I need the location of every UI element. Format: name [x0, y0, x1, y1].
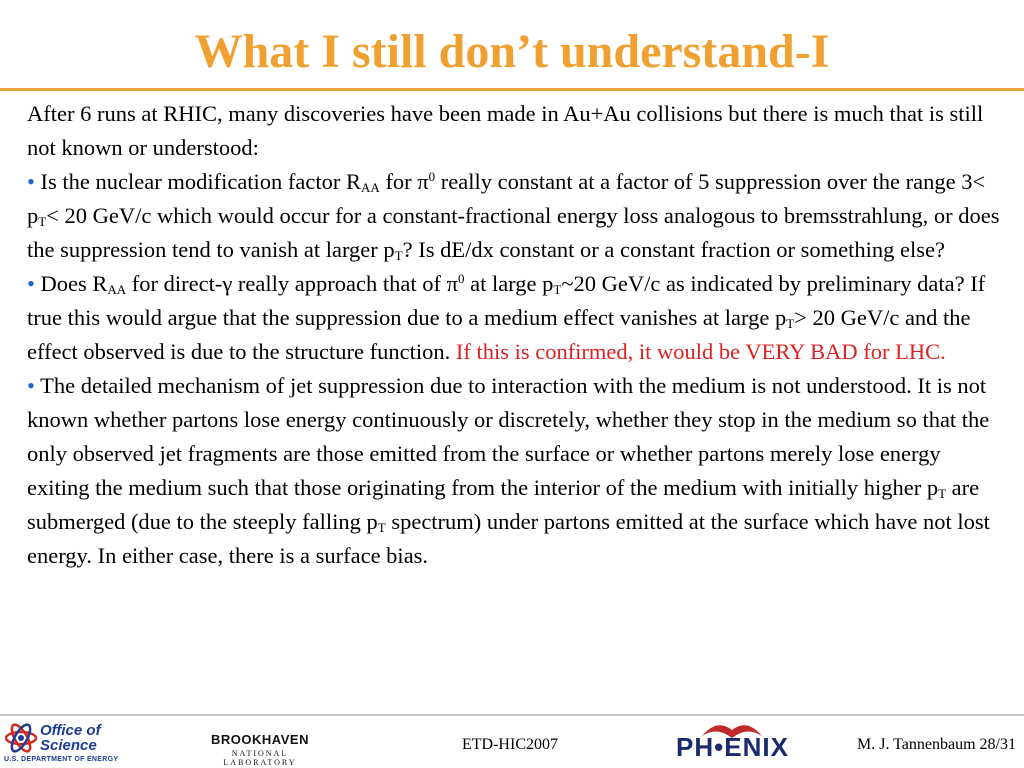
doe-office-of-science-logo: [4, 720, 140, 766]
slide-footer: [0, 716, 1024, 768]
bullet2-text: at large p: [464, 271, 554, 296]
bullet2-text: Does R: [34, 271, 108, 296]
bullet-item-2: [27, 267, 1002, 369]
title-divider: [0, 88, 1024, 91]
bullet3-text: The detailed mechanism of jet suppression due to interaction with the medium is not understood. It is not known whether partons lose energy continuously or discretely, whether they stop in the medium so that the only observed jet fragments are those emitted from the surface or whether partons merely lose energy exiting the medium such that those originating from the interior of the medium with initially higher p: [27, 373, 990, 500]
bullet1-text: really constant at a factor of 5 suppression over the range 3< p: [27, 169, 986, 228]
highlight-warning: If this is confirmed, it would be VERY BAD for LHC.: [455, 339, 946, 364]
subscript: T: [394, 248, 403, 263]
intro-text: After 6 runs at RHIC, many discoveries have been made in Au+Au collisions but there is much that is still not known or understood:: [27, 101, 984, 160]
bullet2-text: for direct-γ really approach that of π: [126, 271, 458, 296]
doe-department-label: U.S. DEPARTMENT OF ENERGY: [4, 756, 119, 763]
doe-office-label: Office of: [40, 722, 101, 739]
bullet1-text: Is the nuclear modification factor R: [34, 169, 362, 194]
bullet-item-3: [27, 369, 1002, 573]
subscript: AA: [361, 180, 380, 195]
bullet2-text: ~20 GeV/c as indicated by preliminary data? If true this would argue that the suppression due to a medium effect vanishes at large p: [27, 271, 986, 330]
brookhaven-logo: [195, 728, 325, 767]
bullet-item-1: [27, 165, 1002, 267]
intro-paragraph: [27, 97, 1002, 165]
subscript: T: [938, 486, 947, 501]
subscript: T: [377, 520, 386, 535]
subscript: T: [786, 316, 795, 331]
doe-atom-icon: [4, 722, 38, 754]
bullet-icon: •: [27, 169, 35, 194]
brookhaven-subtitle: NATIONAL LABORATORY: [223, 749, 297, 767]
conference-label: ETD-HIC2007: [462, 736, 558, 753]
phenix-wordmark: PH•ENIX: [676, 732, 789, 762]
bullet3-text: are submerged (due to the steeply falling p: [27, 475, 980, 534]
bullet1-text: < 20 GeV/c which would occur for a constant-fractional energy loss analogous to bremsstrahlung, or does the suppression tend to vanish at larger p: [27, 203, 1000, 262]
doe-science-label: Science: [40, 737, 97, 754]
subscript: T: [38, 214, 47, 229]
bullet1-text: for π: [379, 169, 429, 194]
superscript: 0: [428, 169, 436, 184]
author-page-number: M. J. Tannenbaum 28/31: [856, 736, 1016, 753]
slide-title: What I still don’t understand-I: [194, 25, 830, 78]
phenix-logo: [672, 716, 792, 766]
subscript: AA: [107, 282, 127, 297]
slide-body: [27, 97, 1002, 573]
brookhaven-name: BROOKHAVEN: [211, 732, 309, 747]
bullet2-text: > 20 GeV/c and the effect observed is due to the structure function.: [27, 305, 971, 364]
bullet-icon: •: [27, 271, 35, 296]
bullet3-text: spectrum) under partons emitted at the surface which have not lost energy. In either case, there is a surface bias.: [27, 509, 990, 568]
bullet1-text: ? Is dE/dx constant or a constant fraction or something else?: [402, 237, 945, 262]
superscript: 0: [457, 271, 465, 286]
subscript: T: [553, 282, 562, 297]
bullet-icon: •: [27, 373, 35, 398]
